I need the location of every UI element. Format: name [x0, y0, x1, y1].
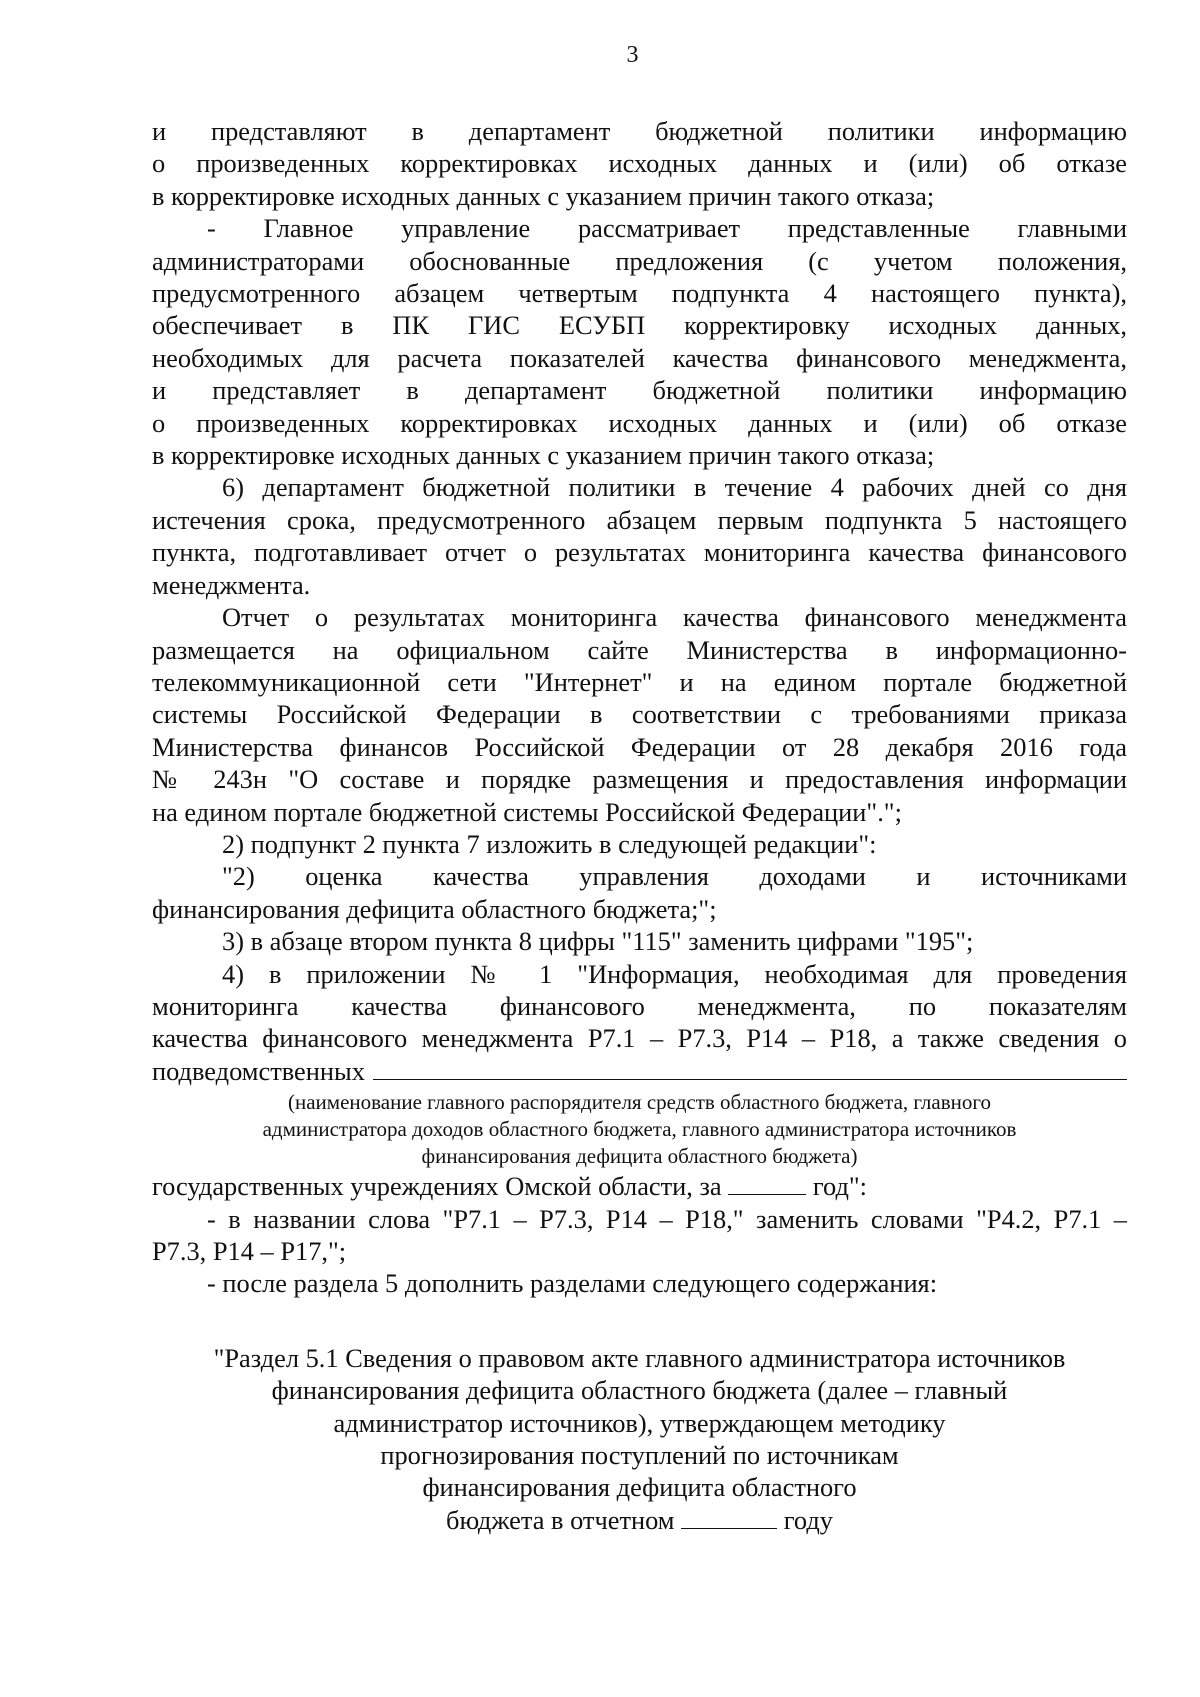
text-line: в корректировке исходных данных с указанием причин такого отказа; [152, 440, 935, 471]
section-5-1-title [152, 1342, 1127, 1536]
title-line: финансирования дефицита областного бюджета (далее – главный [271, 1375, 1008, 1406]
text-line: системы Российской Федерации в соответствии с требованиями приказа [152, 699, 1127, 730]
text-line: подведомственных [152, 1055, 365, 1086]
text-line: мониторинга качества финансового менеджмента, по показателям [152, 990, 1127, 1021]
text-line: о произведенных корректировках исходных данных и (или) об отказе [152, 407, 1127, 438]
paragraph-quote-2 [152, 860, 1127, 925]
text-line: истечения срока, предусмотренного абзацем первым подпункта 5 настоящего [152, 504, 1127, 535]
fill-in-caption [152, 1089, 1127, 1170]
year-blank [681, 1508, 777, 1529]
title-line: "Раздел 5.1 Сведения о правовом акте главного администратора источников [213, 1342, 1066, 1373]
text-line: пункта, подготавливает отчет о результатах мониторинга качества финансового [152, 537, 1127, 568]
text-line: 6) департамент бюджетной политики в течение 4 рабочих дней со дня [222, 472, 1127, 503]
text-fragment: бюджета в отчетном [446, 1504, 675, 1535]
caption-line: администратора доходов областного бюджета, главного администратора источников [262, 1117, 1017, 1142]
text-line: и представляют в департамент бюджетной политики информацию [152, 116, 1127, 146]
caption-line: (наименование главного распорядителя средств областного бюджета, главного [288, 1090, 991, 1115]
paragraph-item-3 [152, 925, 1127, 957]
text-fragment: году [783, 1504, 833, 1535]
text-line: Р7.3, Р14 – Р17,"; [152, 1236, 347, 1266]
text-line: телекоммуникационной сети "Интернет" и на едином портале бюджетной [152, 666, 1127, 697]
text-line: № 243н "О составе и порядке размещения и предоставления информации [152, 764, 1127, 795]
text-line: - в названии слова "Р7.1 – Р7.3, Р14 – Р18," заменить словами "Р4.2, Р7.1 – [207, 1203, 1127, 1234]
text-line: необходимых для расчета показателей качества финансового менеджмента, [152, 342, 1127, 373]
paragraph-main-directorate [152, 212, 1127, 471]
text-line: 4) в приложении № 1 "Информация, необходимая для проведения [222, 958, 1127, 989]
title-line: прогнозирования поступлений по источникам [380, 1440, 899, 1471]
year-blank [728, 1174, 806, 1195]
title-line [152, 1504, 1127, 1536]
text-line: Министерства финансов Российской Федерации от 28 декабря 2016 года [152, 731, 1127, 762]
paragraph-add-sections [152, 1267, 1127, 1299]
paragraph-departments-report [152, 115, 1127, 212]
paragraph-report-placement [152, 601, 1127, 828]
text-fragment: государственных учреждениях Омской области, за [152, 1171, 722, 1202]
paragraph-item-2 [152, 828, 1127, 860]
paragraph-item-4 [152, 958, 1127, 1088]
paragraph-item-6 [152, 471, 1127, 601]
text-line: на едином портале бюджетной системы Российской Федерации"."; [152, 796, 902, 827]
text-line: - после раздела 5 дополнить разделами следующего содержания: [207, 1268, 938, 1299]
page-number: 3 [626, 42, 639, 68]
fill-in-line [152, 1055, 1127, 1087]
text-line: - Главное управление рассматривает представленные главными [207, 213, 1127, 244]
text-line: предусмотренного абзацем четвертым подпункта 4 настоящего пункта), [152, 278, 1127, 309]
paragraph-institutions [152, 1170, 1127, 1202]
text-line: в корректировке исходных данных с указанием причин такого отказа; [152, 180, 935, 211]
text-line: о произведенных корректировках исходных данных и (или) об отказе [152, 148, 1127, 179]
caption-line: финансирования дефицита областного бюджета) [421, 1144, 858, 1169]
text-line: Отчет о результатах мониторинга качества финансового менеджмента [222, 602, 1127, 633]
text-line: размещается на официальном сайте Министерства в информационно- [152, 634, 1127, 665]
text-line: обеспечивает в ПК ГИС ЕСУБП корректировку исходных данных, [152, 310, 1127, 341]
text-line: и представляет в департамент бюджетной политики информацию [152, 375, 1127, 406]
text-line: финансирования дефицита областного бюджета;"; [152, 893, 717, 924]
text-line: 3) в абзаце втором пункта 8 цифры "115" заменить цифрами "195"; [222, 926, 974, 957]
document-body [152, 115, 1127, 1536]
text-line: качества финансового менеджмента Р7.1 – Р7.3, Р14 – Р18, а также сведения о [152, 1023, 1127, 1054]
blank-rule [373, 1079, 1127, 1080]
text-line: администраторами обоснованные предложения (с учетом положения, [152, 245, 1127, 276]
title-line: финансирования дефицита областного [422, 1472, 857, 1503]
paragraph-title-change [152, 1203, 1127, 1268]
text-fragment: год": [812, 1171, 867, 1202]
text-line: менеджмента. [152, 569, 311, 600]
text-line: 2) подпункт 2 пункта 7 изложить в следующей редакции": [222, 828, 877, 859]
title-line: администратор источников), утверждающем методику [333, 1407, 946, 1438]
text-line: "2) оценка качества управления доходами и источниками [222, 861, 1127, 892]
